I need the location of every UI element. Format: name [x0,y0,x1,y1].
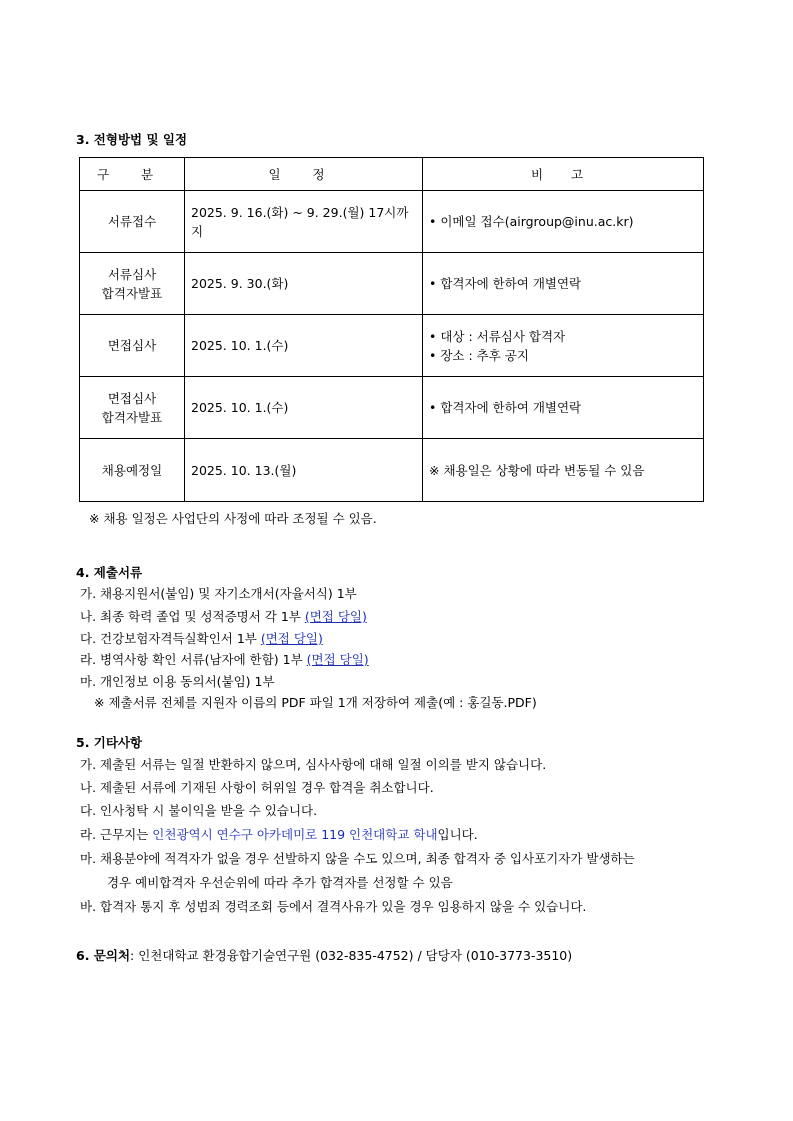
row-notes: • 합격자에 한하여 개별연락 [423,253,704,315]
row-date: 2025. 10. 13.(월) [185,439,423,502]
contact-line [76,946,572,964]
header-schedule: 일 정 [185,158,423,191]
row-date: 2025. 9. 30.(화) [185,253,423,315]
row-date: 2025. 9. 16.(화) ~ 9. 29.(월) 17시까지 [185,191,423,253]
row-label: 면접심사 [80,315,185,377]
row-label: 서류심사 합격자발표 [80,253,185,315]
row-notes: • 이메일 접수(airgroup@inu.ac.kr) [423,191,704,253]
misc-item-ma: 마. 채용분야에 적격자가 없을 경우 선발하지 않을 수도 있으며, 최종 합격자 중 입사포기자가 발생하는 [80,851,635,866]
row-date: 2025. 10. 1.(수) [185,377,423,439]
table-row [80,191,704,253]
document-item-da: 다. 건강보험자격득실확인서 1부 (면접 당일) [80,631,323,646]
interview-day-link: (면접 당일) [260,631,323,646]
table-row [80,439,704,502]
header-remarks: 비 고 [423,158,704,191]
section-5-title: 5. 기타사항 [76,735,143,750]
table-row [80,377,704,439]
table-header-row [80,158,704,191]
row-date: 2025. 10. 1.(수) [185,315,423,377]
table-row [80,315,704,377]
workplace-address: 인천광역시 연수구 아카데미로 119 인천대학교 학내 [152,827,438,842]
document-item-ga: 가. 채용지원서(붙임) 및 자기소개서(자율서식) 1부 [80,586,357,601]
misc-item-na: 나. 제출된 서류에 기재된 사항이 허위일 경우 합격을 취소합니다. [80,780,434,795]
section-4-title: 4. 제출서류 [76,565,143,580]
interview-day-link: (면접 당일) [304,609,367,624]
misc-item-da: 다. 인사청탁 시 불이익을 받을 수 있습니다. [80,803,318,818]
row-notes: • 합격자에 한하여 개별연락 [423,377,704,439]
section-3-title: 3. 전형방법 및 일정 [76,132,188,147]
table-row [80,253,704,315]
misc-item-ma-cont: 경우 예비합격자 우선순위에 따라 추가 합격자를 선정할 수 있음 [107,875,453,890]
schedule-table [79,157,704,502]
row-label: 면접심사 합격자발표 [80,377,185,439]
misc-item-ba: 바. 합격자 통지 후 성범죄 경력조회 등에서 결격사유가 있을 경우 임용하지 않을 수 있습니다. [80,899,587,914]
misc-item-ra: 라. 근무지는 인천광역시 연수구 아카데미로 119 인천대학교 학내입니다. [80,827,478,842]
row-label: 서류접수 [80,191,185,253]
contact-info: : 인천대학교 환경융합기술연구원 (032-835-4752) / 담당자 (010-3773-3510) [130,948,573,963]
section-6-title: 6. 문의처 [76,948,131,963]
documents-note: ※ 제출서류 전체를 지원자 이름의 PDF 파일 1개 저장하여 제출(예 : 홍길동.PDF) [94,695,537,710]
schedule-note: ※ 채용 일정은 사업단의 사정에 따라 조정될 수 있음. [89,511,377,526]
misc-item-ga: 가. 제출된 서류는 일절 반환하지 않으며, 심사사항에 대해 일절 이의를 받지 않습니다. [80,757,547,772]
document-item-ra: 라. 병역사항 확인 서류(남자에 한함) 1부 (면접 당일) [80,652,369,667]
document-item-ma: 마. 개인정보 이용 동의서(붙임) 1부 [80,674,275,689]
row-notes: • 대상 : 서류심사 합격자 • 장소 : 추후 공지 [423,315,704,377]
interview-day-link: (면접 당일) [306,652,369,667]
row-notes: ※ 채용일은 상황에 따라 변동될 수 있음 [423,439,704,502]
row-label: 채용예정일 [80,439,185,502]
document-item-na: 나. 최종 학력 졸업 및 성적증명서 각 1부 (면접 당일) [80,609,367,624]
header-category: 구 분 [80,158,185,191]
